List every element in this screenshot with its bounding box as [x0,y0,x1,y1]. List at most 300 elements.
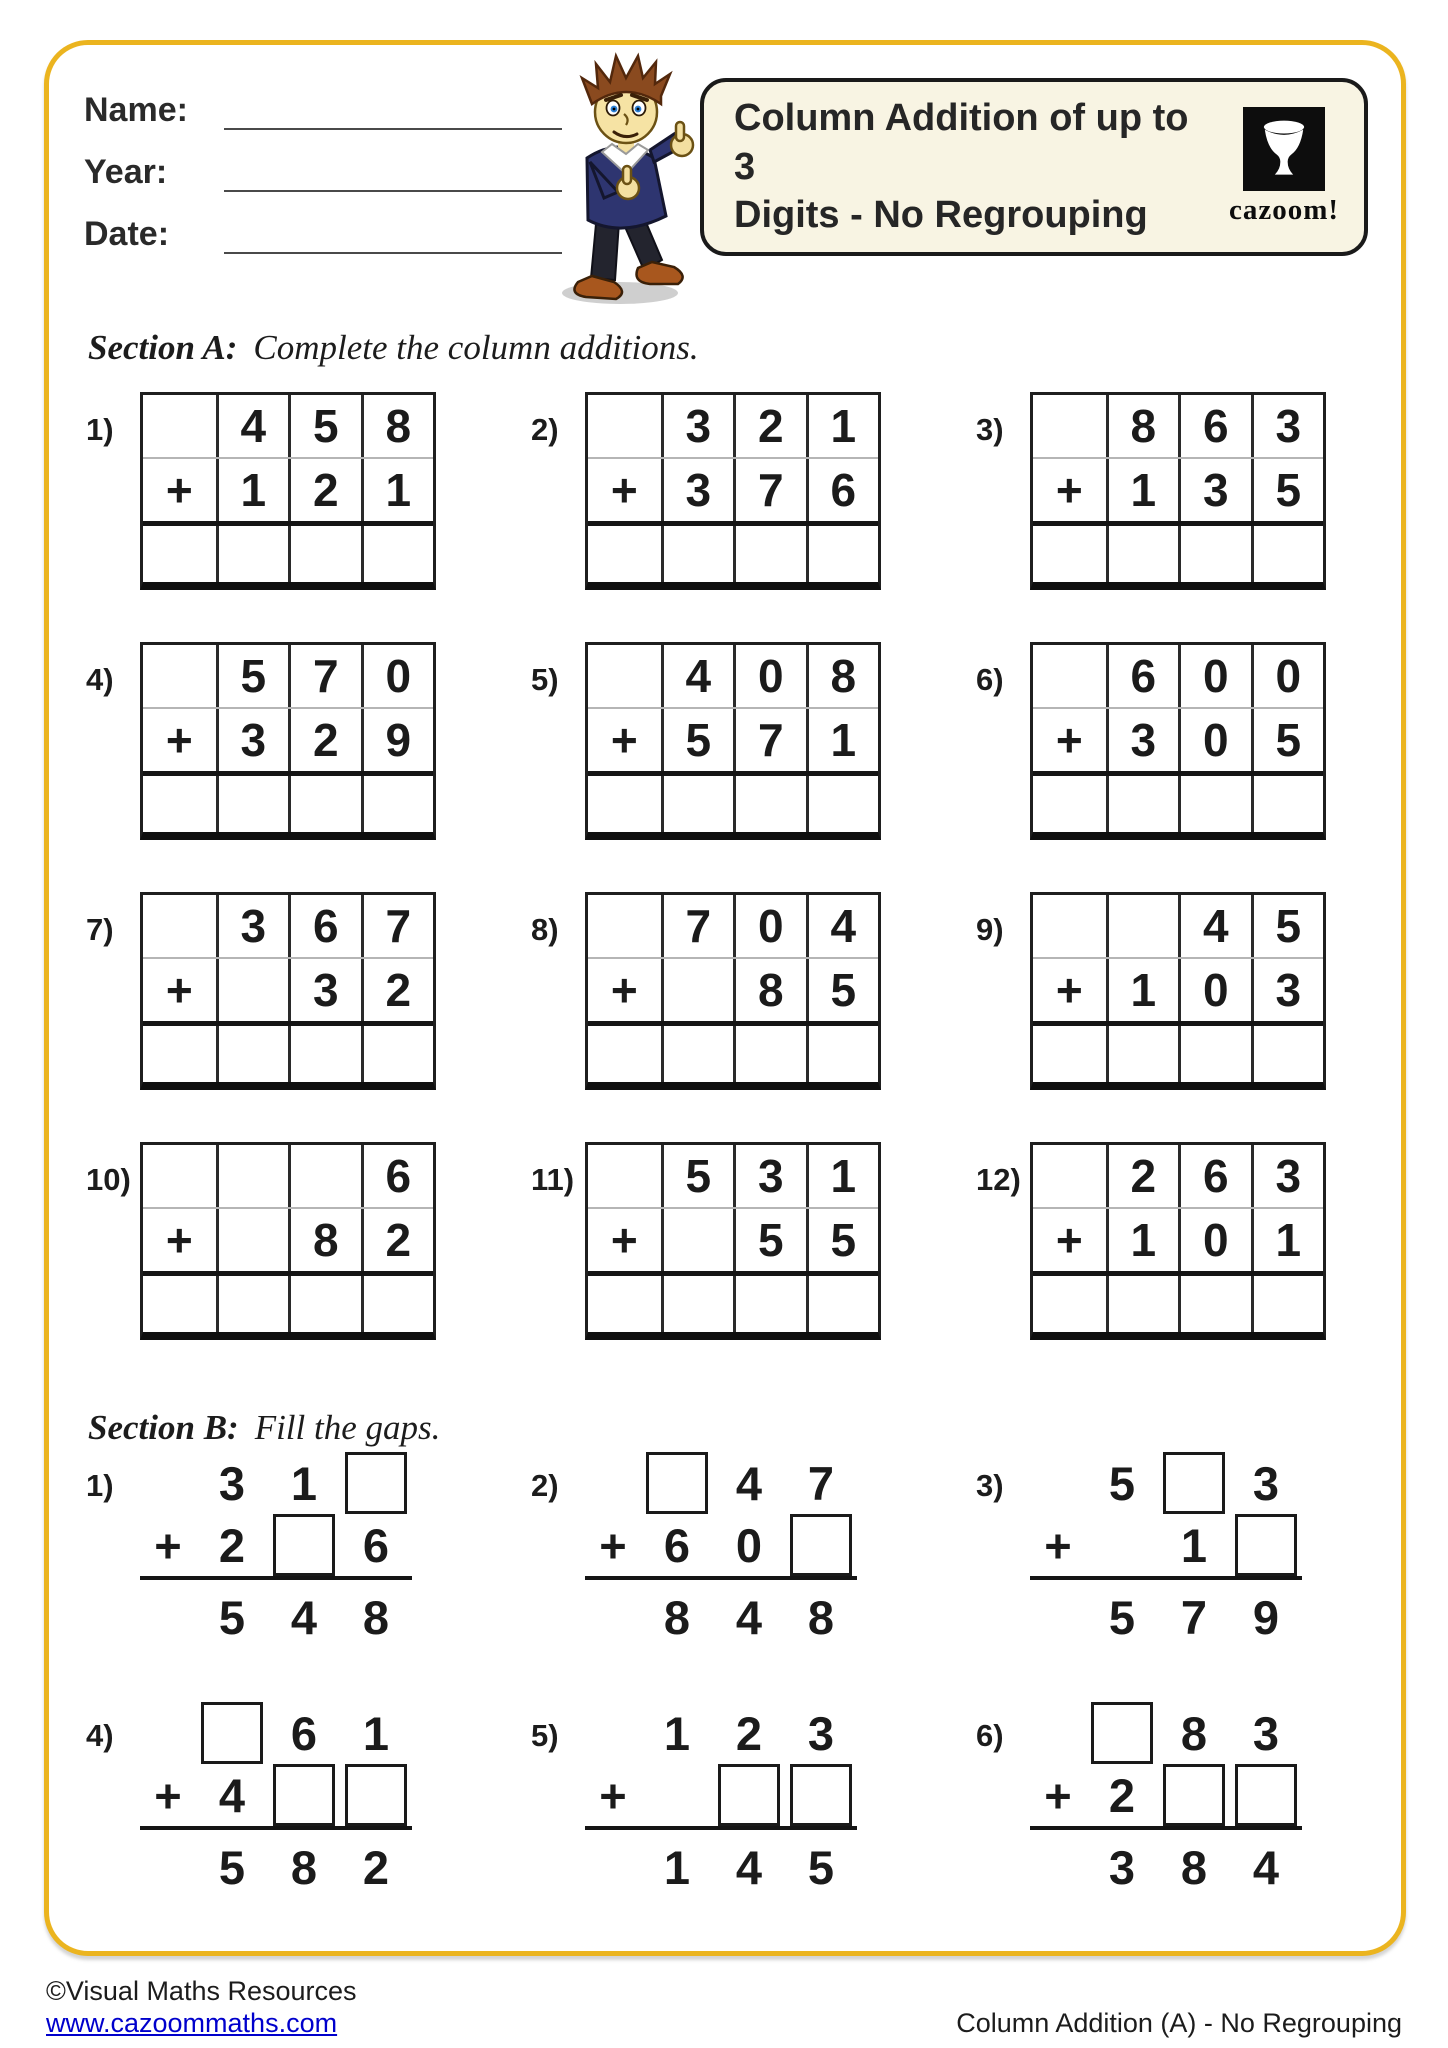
digit-cell: 3 [218,1456,246,1510]
digit-cell: 1 [806,709,879,771]
section-a-problem [976,642,1326,840]
digit-cell: 2 [288,459,361,521]
fill-the-gaps-grid [140,1452,412,1650]
answer-cell[interactable] [1178,1026,1251,1082]
answer-cell[interactable] [361,1276,434,1332]
digit-cell: 7 [733,709,806,771]
column-addition-grid [140,642,436,840]
addend-2-row [143,1209,433,1276]
section-b-problem [976,1702,1302,1900]
addend-1-row [1030,1452,1302,1514]
answer-row [140,1830,412,1900]
digit-cell: 8 [288,1209,361,1271]
answer-cell[interactable] [361,1026,434,1082]
digit-cell: 3 [1251,959,1324,1021]
digit-cell: 5 [288,395,361,457]
column-addition-grid [1030,392,1326,590]
digit-cell: 1 [362,1706,390,1760]
empty-cell [143,895,216,957]
answer-cell[interactable] [143,1026,216,1082]
digit-cell: 1 [1106,1209,1179,1271]
digit-cell: 5 [1251,895,1324,957]
answer-cell[interactable] [288,776,361,832]
section-b-problem [86,1702,412,1900]
year-row [84,148,562,192]
cazoom-logo [1204,107,1364,227]
answer-cell[interactable] [216,526,289,582]
answer-cell[interactable] [288,526,361,582]
answer-cell[interactable] [1033,1026,1106,1082]
column-addition-grid [1030,892,1326,1090]
problem-number: 10) [86,1162,131,1197]
section-b-problem [86,1452,412,1650]
gap-box[interactable] [790,1514,852,1576]
website-link[interactable]: www.cazoommaths.com [46,2008,338,2038]
addend-1-row [1033,1145,1323,1209]
section-a-problem [531,642,881,840]
answer-row [143,526,433,582]
plus-sign: + [154,1768,182,1822]
answer-cell[interactable] [143,1276,216,1332]
answer-row [1033,776,1323,832]
digit-cell: 6 [1178,395,1251,457]
digit-cell: 0 [1178,709,1251,771]
digit-cell: 3 [661,395,734,457]
digit-cell: 6 [1106,645,1179,707]
answer-digit: 3 [1108,1840,1136,1894]
empty-cell [1030,1834,1086,1900]
gap-cell [268,1764,340,1826]
answer-digit: 5 [1108,1590,1136,1644]
section-b-heading [88,1408,440,1448]
digit-cell: 3 [1252,1706,1280,1760]
empty-cell [1033,895,1106,957]
answer-row [1033,526,1323,582]
digit-cell: 7 [361,895,434,957]
answer-cell[interactable] [806,1026,879,1082]
cazoom-logo-text: cazoom! [1228,194,1340,226]
answer-cell[interactable] [1178,1276,1251,1332]
empty-cell [140,1702,196,1764]
gap-cell [1230,1764,1302,1826]
answer-cell[interactable] [1251,776,1324,832]
plus-sign: + [1055,464,1083,516]
digit-cell: 0 [733,645,806,707]
digit-cell: 2 [735,1706,763,1760]
date-row [84,210,562,254]
problem-number: 6) [976,662,1004,697]
gap-box[interactable] [273,1514,335,1576]
digit-cell: 5 [1251,709,1324,771]
empty-cell [588,1145,661,1207]
empty-cell [588,645,661,707]
plus-sign: + [610,714,638,766]
answer-cell[interactable] [288,1026,361,1082]
digit-cell: 3 [1251,1145,1324,1207]
copyright-text: ©Visual Maths Resources [46,1976,357,2006]
empty-cell [588,395,661,457]
answer-cell[interactable] [1033,776,1106,832]
digit-cell: 1 [1180,1518,1208,1572]
digit-cell: 8 [1106,395,1179,457]
gap-box[interactable] [646,1452,708,1514]
digit-cell: 5 [216,645,289,707]
answer-row [1030,1580,1302,1650]
gap-cell [713,1764,785,1826]
problem-number: 4) [86,662,114,697]
digit-cell: 6 [1178,1145,1251,1207]
empty-cell [143,645,216,707]
digit-cell: 1 [290,1456,318,1510]
answer-cell[interactable] [806,776,879,832]
djembe-drum-icon [1243,107,1325,191]
addend-1-row [588,645,878,709]
digit-cell: 1 [806,1145,879,1207]
answer-cell[interactable] [733,1276,806,1332]
gap-cell [1086,1702,1158,1764]
digit-cell: 6 [663,1518,691,1572]
gap-box[interactable] [345,1764,407,1826]
answer-row [588,1026,878,1082]
digit-cell: 5 [661,1145,734,1207]
answer-cell[interactable] [288,1276,361,1332]
gap-box[interactable] [345,1452,407,1514]
problem-number: 5) [531,662,559,697]
digit-cell: 0 [735,1518,763,1572]
answer-row [588,526,878,582]
section-a-instruction: Complete the column additions. [253,328,699,367]
answer-cell[interactable] [661,776,734,832]
column-addition-grid [140,892,436,1090]
fill-the-gaps-grid [140,1702,412,1900]
section-a-problem [86,642,436,840]
digit-cell: 3 [1178,459,1251,521]
digit-cell: 5 [661,709,734,771]
empty-cell [1030,1584,1086,1650]
section-a-problem [86,1142,436,1340]
answer-cell[interactable] [588,526,661,582]
section-b-instruction: Fill the gaps. [254,1408,441,1447]
digit-cell: 5 [806,1209,879,1271]
digit-cell: 0 [361,645,434,707]
gap-box[interactable] [273,1764,335,1826]
digit-cell: 1 [361,459,434,521]
worksheet-reference: Column Addition (A) - No Regrouping [956,2008,1402,2038]
gap-box[interactable] [790,1764,852,1826]
title-line-1: Column Addition of up to 3 [734,97,1189,188]
column-addition-grid [1030,642,1326,840]
digit-cell: 5 [733,1209,806,1271]
addend-2-row [585,1764,857,1830]
answer-digit: 5 [218,1590,246,1644]
answer-cell[interactable] [1033,1276,1106,1332]
addend-1-row [1033,895,1323,959]
empty-cell [585,1452,641,1514]
digit-cell: 4 [735,1456,763,1510]
addend-1-row [143,645,433,709]
answer-digit: 5 [218,1840,246,1894]
empty-cell [585,1834,641,1900]
answer-row [588,776,878,832]
answer-digit: 9 [1252,1590,1280,1644]
header-fields [84,86,562,272]
addend-1-row [140,1702,412,1764]
digit-cell: 0 [1178,645,1251,707]
answer-row [143,1276,433,1332]
column-addition-grid [140,1142,436,1340]
addend-1-row [140,1452,412,1514]
answer-digit: 4 [735,1590,763,1644]
section-a-label: Section A: [88,328,238,367]
digit-cell: 0 [1178,1209,1251,1271]
answer-cell[interactable] [661,526,734,582]
gap-box[interactable] [1091,1702,1153,1764]
digit-cell: 7 [807,1456,835,1510]
column-addition-grid [585,392,881,590]
gap-cell [268,1514,340,1576]
digit-cell: 3 [733,1145,806,1207]
answer-digit: 8 [663,1590,691,1644]
section-a-problem [976,892,1326,1090]
answer-cell[interactable] [661,1026,734,1082]
answer-digit: 4 [735,1840,763,1894]
answer-digit: 8 [290,1840,318,1894]
answer-digit: 4 [290,1590,318,1644]
section-a-problem [531,1142,881,1340]
answer-digit: 8 [362,1590,390,1644]
answer-cell[interactable] [1106,1026,1179,1082]
title-line-2: Digits - No Regrouping [734,194,1148,237]
addend-2-row [143,709,433,776]
answer-cell[interactable] [1251,1276,1324,1332]
answer-cell[interactable] [733,526,806,582]
answer-cell[interactable] [361,526,434,582]
digit-cell: 6 [806,459,879,521]
answer-row [585,1830,857,1900]
plus-sign: + [165,1214,193,1266]
answer-cell[interactable] [588,776,661,832]
digit-cell: 2 [361,959,434,1021]
plus-sign: + [599,1768,627,1822]
digit-cell: 2 [361,1209,434,1271]
empty-cell [1033,395,1106,457]
digit-cell: 2 [218,1518,246,1572]
addend-2-row [588,959,878,1026]
problem-number: 2) [531,412,559,447]
answer-cell[interactable] [1251,526,1324,582]
answer-cell[interactable] [1106,776,1179,832]
worksheet-title-box [700,78,1368,256]
problem-number: 4) [86,1718,114,1753]
name-input-line[interactable] [224,92,562,130]
empty-cell [143,1145,216,1207]
problem-number: 1) [86,1468,114,1503]
gap-box[interactable] [1163,1452,1225,1514]
empty-cell [216,959,289,1021]
answer-cell[interactable] [1106,526,1179,582]
digit-cell: 1 [806,395,879,457]
plus-sign: + [1055,1214,1083,1266]
year-label: Year: [84,153,168,191]
empty-cell [1033,1145,1106,1207]
problem-number: 12) [976,1162,1021,1197]
gap-box[interactable] [1163,1764,1225,1826]
answer-cell[interactable] [216,1276,289,1332]
answer-cell[interactable] [216,1026,289,1082]
digit-cell: 5 [1108,1456,1136,1510]
addend-2-row [585,1514,857,1580]
digit-cell: 2 [733,395,806,457]
answer-row [143,776,433,832]
digit-cell: 2 [1106,1145,1179,1207]
answer-row [143,1026,433,1082]
addend-1-row [1033,645,1323,709]
gap-cell [785,1514,857,1576]
empty-cell [588,895,661,957]
answer-cell[interactable] [1178,526,1251,582]
empty-cell [140,1452,196,1514]
digit-cell: 2 [288,709,361,771]
answer-cell[interactable] [733,1026,806,1082]
addend-2-row [143,959,433,1026]
digit-cell: 4 [1178,895,1251,957]
digit-cell: 1 [663,1706,691,1760]
name-row [84,86,562,130]
section-a-problem [976,392,1326,590]
plus-sign: + [610,964,638,1016]
section-a-problem [86,392,436,590]
digit-cell: 6 [290,1706,318,1760]
answer-cell[interactable] [1251,1026,1324,1082]
addend-2-row [1033,709,1323,776]
empty-cell [140,1834,196,1900]
gap-box[interactable] [718,1764,780,1826]
digit-cell: 1 [1106,459,1179,521]
section-b-problem [976,1452,1302,1650]
addend-2-row [143,459,433,526]
answer-digit: 4 [1252,1840,1280,1894]
answer-cell[interactable] [588,1276,661,1332]
digit-cell: 6 [362,1518,390,1572]
digit-cell: 3 [288,959,361,1021]
gap-box[interactable] [201,1702,263,1764]
addend-1-row [585,1702,857,1764]
gap-cell [340,1452,412,1514]
answer-cell[interactable] [143,526,216,582]
problem-number: 3) [976,1468,1004,1503]
addend-2-row [588,459,878,526]
worksheet-title [704,94,1204,240]
empty-cell [1030,1702,1086,1764]
answer-cell[interactable] [806,526,879,582]
plus-sign: + [1055,714,1083,766]
problem-number: 9) [976,912,1004,947]
plus-sign: + [1055,964,1083,1016]
fill-the-gaps-grid [585,1702,857,1900]
section-b-problem [531,1702,857,1900]
plus-sign: + [610,464,638,516]
gap-cell [785,1764,857,1826]
answer-row [140,1580,412,1650]
addend-2-row [1030,1764,1302,1830]
gap-cell [1230,1514,1302,1576]
year-input-line[interactable] [224,154,562,192]
gap-cell [1158,1764,1230,1826]
section-b-problem [531,1452,857,1650]
answer-row [1033,1276,1323,1332]
digit-cell: 0 [733,895,806,957]
problem-number: 1) [86,412,114,447]
column-addition-grid [1030,1142,1326,1340]
date-input-line[interactable] [224,216,562,254]
answer-cell[interactable] [1178,776,1251,832]
empty-cell [661,959,734,1021]
mascot-boy-illustration [542,50,710,306]
addend-1-row [588,1145,878,1209]
answer-row [585,1580,857,1650]
gap-box[interactable] [1235,1764,1297,1826]
addend-2-row [1030,1514,1302,1580]
empty-cell [585,1702,641,1764]
answer-cell[interactable] [588,1026,661,1082]
answer-digit: 5 [807,1840,835,1894]
digit-cell: 1 [216,459,289,521]
section-a-problem [531,392,881,590]
digit-cell: 3 [807,1706,835,1760]
answer-cell[interactable] [143,776,216,832]
empty-cell [1030,1452,1086,1514]
answer-digit: 2 [362,1840,390,1894]
answer-cell[interactable] [806,1276,879,1332]
answer-row [1033,1026,1323,1082]
column-addition-grid [140,392,436,590]
column-addition-grid [585,1142,881,1340]
gap-cell [1158,1452,1230,1514]
answer-cell[interactable] [733,776,806,832]
empty-cell [1033,645,1106,707]
plus-sign: + [165,464,193,516]
empty-cell [216,1209,289,1271]
answer-cell[interactable] [661,1276,734,1332]
section-a-problem [976,1142,1326,1340]
addend-2-row [1033,959,1323,1026]
addend-1-row [588,395,878,459]
answer-cell[interactable] [216,776,289,832]
gap-cell [196,1702,268,1764]
digit-cell: 8 [361,395,434,457]
problem-number: 7) [86,912,114,947]
addend-2-row [140,1514,412,1580]
plus-sign: + [599,1518,627,1572]
digit-cell: 6 [288,895,361,957]
name-label: Name: [84,91,188,129]
answer-cell[interactable] [361,776,434,832]
addend-2-row [588,709,878,776]
addend-1-row [143,895,433,959]
answer-cell[interactable] [1033,526,1106,582]
answer-row [588,1276,878,1332]
fill-the-gaps-grid [1030,1702,1302,1900]
digit-cell: 5 [806,959,879,1021]
digit-cell: 1 [1251,1209,1324,1271]
answer-cell[interactable] [1106,1276,1179,1332]
addend-1-row [143,395,433,459]
gap-cell [641,1452,713,1514]
gap-box[interactable] [1235,1514,1297,1576]
digit-cell: 7 [733,459,806,521]
section-a-heading [88,328,699,368]
addend-2-row [1033,459,1323,526]
